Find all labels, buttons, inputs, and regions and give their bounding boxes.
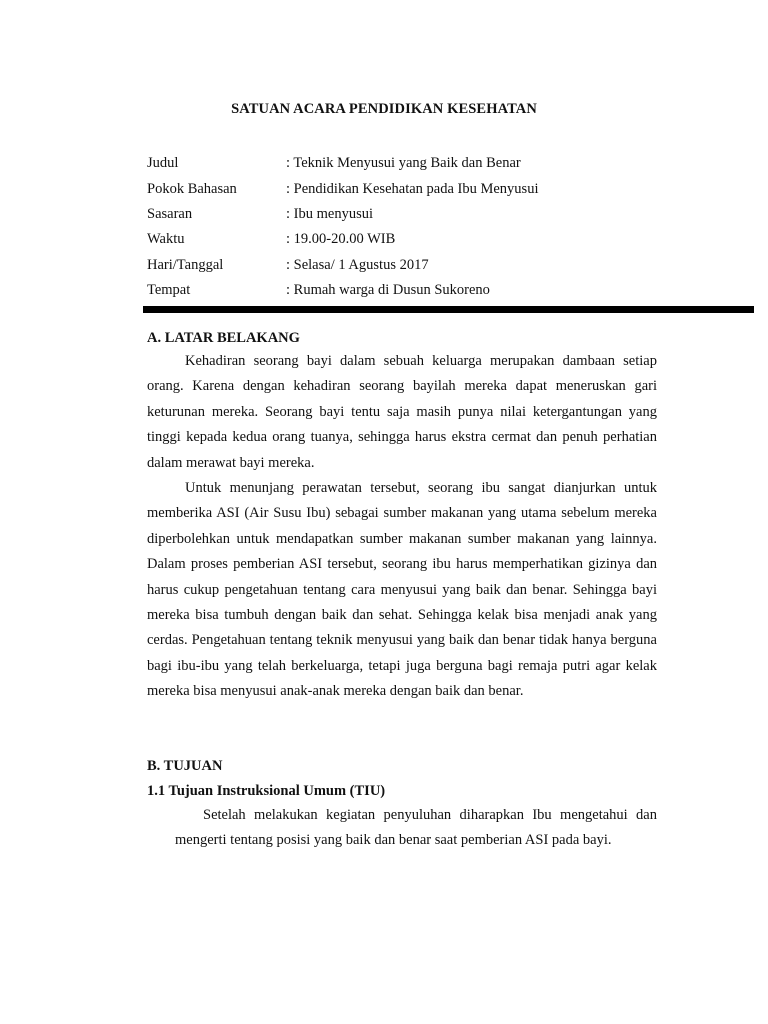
- document-title: SATUAN ACARA PENDIDIKAN KESEHATAN: [231, 101, 537, 117]
- info-label: Sasaran: [147, 205, 193, 222]
- info-value: : Pendidikan Kesehatan pada Ibu Menyusui: [286, 180, 539, 197]
- info-row-waktu: [147, 227, 538, 252]
- info-row-hari-tanggal: [147, 253, 538, 278]
- info-row-tempat: [147, 278, 538, 303]
- section-b-paragraph: Setelah melakukan kegiatan penyuluhan diharapkan Ibu mengetahui dan mengerti tentang posisi yang baik dan benar saat pemberian ASI pada bayi.: [175, 807, 657, 849]
- section-b-heading: B. TUJUAN: [147, 758, 223, 774]
- info-label: Judul: [147, 155, 179, 172]
- section-b-subheading: 1.1 Tujuan Instruksional Umum (TIU): [147, 783, 386, 799]
- info-row-pokok-bahasan: [147, 176, 538, 201]
- info-value: : Rumah warga di Dusun Sukoreno: [286, 282, 490, 299]
- info-label: Hari/Tanggal: [147, 256, 224, 273]
- section-a-paragraph-2: Untuk menunjang perawatan tersebut, seorang ibu sangat dianjurkan untuk memberika ASI (Air Susu Ibu) sebagai sumber makanan yang utama sebelum mereka diperbolehkan untuk mendapatkan sumber makanan sumber makanan yang lainnya. Dalam proses pemberian ASI tersebut, seorang ibu harus memperhatikan gizinya dan harus cukup pengetahuan tentang cara menyusui yang baik dan benar. Sehingga bayi mereka bisa tumbuh dengan baik dan sehat. Sehingga kelak bisa menjadi anak yang cerdas. Pengetahuan tentang teknik menyusui yang baik dan benar tidak hanya berguna bagi ibu-ibu yang telah berkeluarga, tetapi juga berguna bagi remaja putri agar kelak mereka bisa menyusui anak-anak mereka dengan baik dan benar.: [147, 480, 657, 700]
- info-label: Waktu: [147, 231, 185, 248]
- info-table: [147, 151, 538, 303]
- header-divider: [143, 306, 754, 313]
- info-value: : Ibu menyusui: [286, 205, 373, 222]
- info-value: : Selasa/ 1 Agustus 2017: [286, 256, 429, 273]
- info-label: Tempat: [147, 282, 191, 299]
- info-value: : Teknik Menyusui yang Baik dan Benar: [286, 155, 521, 172]
- section-a-paragraph-1: Kehadiran seorang bayi dalam sebuah keluarga merupakan dambaan setiap orang. Karena dengan kehadiran seorang bayilah mereka dapat meneruskan gari keturunan mereka. Seorang bayi tentu saja masih punya nilai ketergantungan yang tinggi kepada kedua orang tuanya, sehingga harus ekstra cermat dan penuh perhatian dalam merawat bayi mereka.: [147, 353, 657, 471]
- section-a-heading: A. LATAR BELAKANG: [147, 330, 300, 346]
- info-value: : 19.00-20.00 WIB: [286, 231, 396, 248]
- info-row-judul: [147, 151, 538, 176]
- info-label: Pokok Bahasan: [147, 180, 237, 197]
- info-row-sasaran: [147, 202, 538, 227]
